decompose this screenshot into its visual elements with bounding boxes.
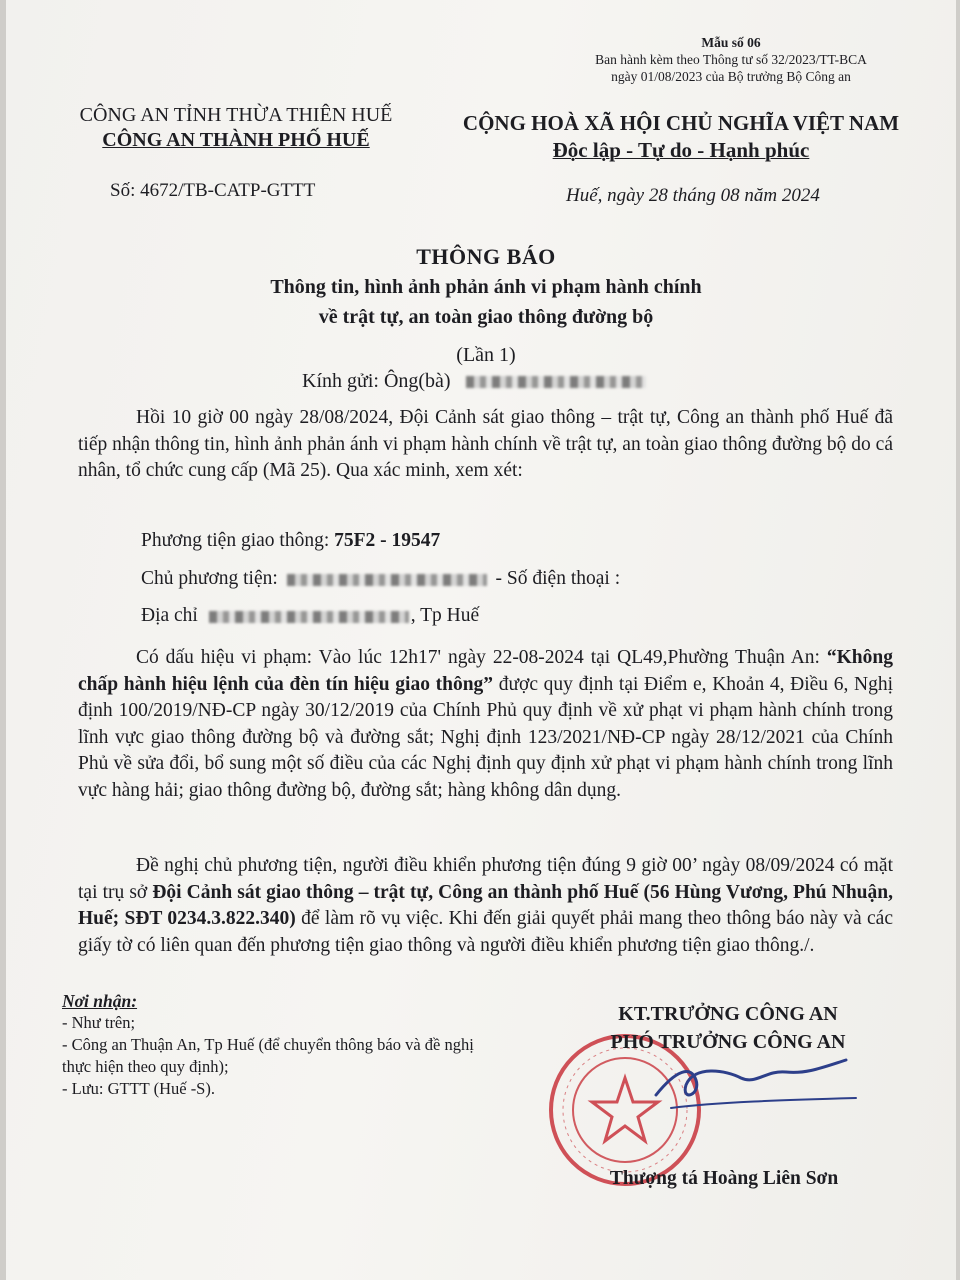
doc-number-label: Số: [110,180,136,201]
recipient-item: - Như trên; [62,1013,136,1032]
signature-block [578,1000,878,1056]
agency-parent: CÔNG AN TỈNH THỪA THIÊN HUẾ [79,104,393,126]
greeting [302,370,646,393]
paragraph-violation [78,645,893,804]
address-city: , Tp Huế [410,605,480,626]
notice-round: (Lần 1) [456,344,516,366]
doc-number-value: 4672/TB-CATP-GTTT [140,180,316,201]
request-office: Đội Cảnh sát giao thông – trật tự, Công an thành phố Huế (56 Hùng Vương, Phú Nhuận, Huế; SĐT 0234.3.822.340) [78,881,893,929]
form-number: Mẫu số 06 [701,35,761,50]
document-subtitle-1: Thông tin, hình ảnh phản ánh vi phạm hành chính [270,276,702,298]
state-motto: Độc lập - Tự do - Hạnh phúc [552,138,810,162]
form-header [566,34,896,85]
greeting-label: Kính gửi: Ông(bà) [302,370,451,392]
vehicle-label: Phương tiện giao thông: [141,530,330,551]
document-number [110,180,315,202]
form-issued-with: Ban hành kèm theo Thông tư số 32/2023/TT-BCA [595,52,867,67]
paragraph-intro: Hồi 10 giờ 00 ngày 28/08/2024, Đội Cảnh sát giao thông – trật tự, Công an thành phố Huế đã tiếp nhận thông tin, hình ảnh phản ánh vi phạm hành chính về trật tự, an toàn giao thông đường bộ do cá nhân, tổ chức cung cấp (Mã 25). Qua xác minh, xem xét: [78,407,893,481]
phone-label: - Số điện thoại : [495,568,621,589]
address-label: Địa chỉ [141,605,198,626]
signature-title-1: KT.TRƯỞNG CÔNG AN [618,1003,838,1025]
redacted-address [209,611,409,623]
paragraph-request [78,853,893,959]
state-name: CỘNG HOÀ XÃ HỘI CHỦ NGHĨA VIỆT NAM [462,111,900,135]
agency-unit: CÔNG AN THÀNH PHỐ HUẾ [102,129,370,151]
violation-name: “Không chấp hành hiệu lệnh của đèn tín hiệu giao thông” [78,647,893,695]
violation-legal: được quy định tại Điểm e, Khoản 4, Điều 6, Nghị định 100/2019/NĐ-CP ngày 30/12/2019 của Chính Phủ quy định về xử phạt vi phạm hành chính trong lĩnh vực giao thông đường bộ và đường sắt; Nghị định 123/2021/NĐ-CP ngày 28/12/2021 của Chính Phủ về sửa đổi, bổ sung một số điều của các Nghị định quy định xử phạt vi phạm hành chính trong lĩnh vực hàng hải; giao thông đường bộ, đường sắt; hàng không dân dụng. [78,673,893,801]
owner-line [141,568,620,590]
recipient-item: - Lưu: GTTT (Huế -S). [62,1079,215,1098]
recipients-block [62,990,502,1100]
place-date: Huế, ngày 28 tháng 08 năm 2024 [566,185,820,206]
document-page [6,0,956,1280]
request-part2: để làm rõ vụ việc. Khi đến giải quyết phải mang theo thông báo này và các giấy tờ có liên quan đến phương tiện giao thông và người điều khiển phương tiện giao thông./. [78,908,893,956]
request-part1: Đề nghị chủ phương tiện, người điều khiển phương tiện đúng 9 giờ 00’ ngày 08/09/2024 có mặt tại trụ sở [78,855,893,903]
document-subtitle-2: về trật tự, an toàn giao thông đường bộ [318,306,654,328]
vehicle-line [141,530,440,552]
title-block [6,242,960,372]
signature-title-2: PHÓ TRƯỞNG CÔNG AN [610,1031,846,1053]
redacted-name [466,376,646,388]
violation-intro: Có dấu hiệu vi phạm: Vào lúc 12h17' ngày 22-08-2024 tại QL49,Phường Thuận An: [136,647,827,668]
redacted-owner [287,574,487,586]
signer-name: Thượng tá Hoàng Liên Sơn [609,1168,839,1189]
form-issued-date: ngày 01/08/2023 của Bộ trưởng Bộ Công an [611,69,851,84]
recipient-item: - Công an Thuận An, Tp Huế (để chuyển thông báo và đề nghị thực hiện theo quy định); [62,1035,474,1076]
vehicle-plate: 75F2 - 19547 [334,530,441,551]
owner-label: Chủ phương tiện: [141,568,278,589]
document-title: THÔNG BÁO [416,244,556,269]
address-line [141,605,479,627]
state-header [446,110,916,164]
agency-header [46,103,426,153]
recipients-heading: Nơi nhận: [62,991,138,1011]
